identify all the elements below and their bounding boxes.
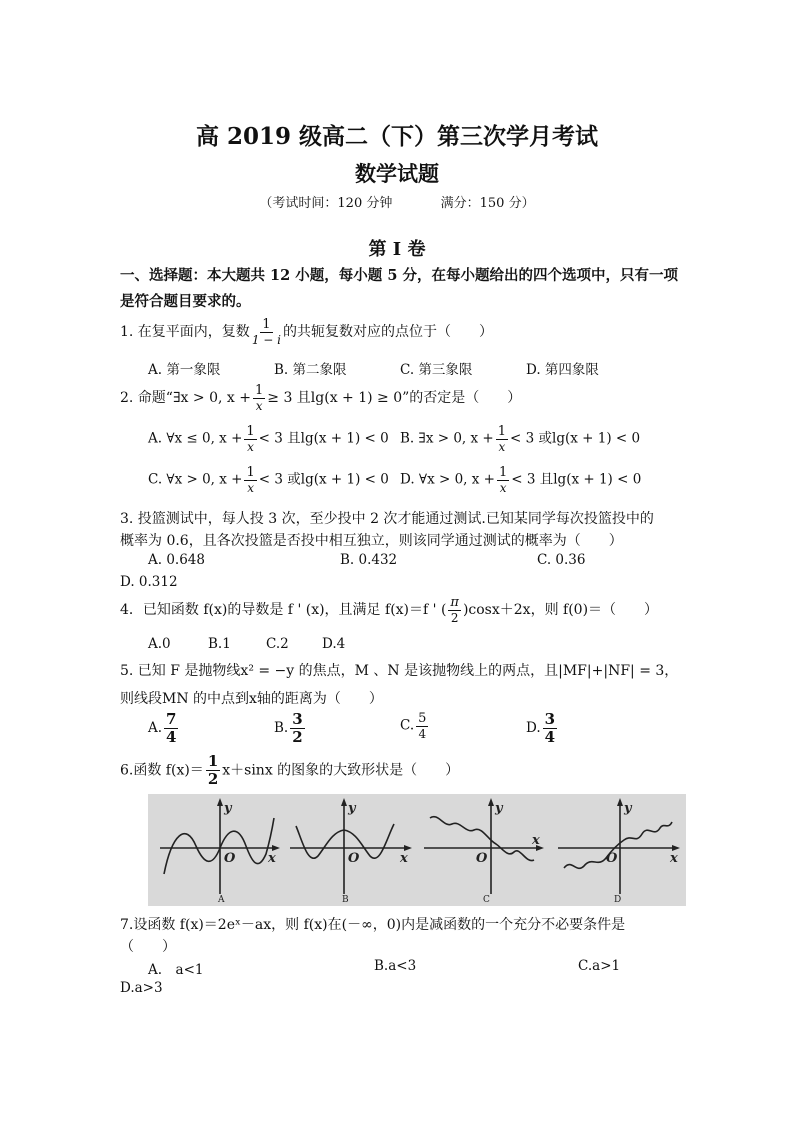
q2-fraction: $\frac{1}{x}$	[254, 383, 264, 413]
q2-option-a: A. ∀x ≤ 0, x + $\frac{1}{x}$ < 3 且lg(x + 1) < 0	[148, 424, 389, 454]
q2-stem-post: ≥ 3 且lg(x + 1) ≥ 0”的否定是（ ）	[267, 390, 522, 406]
q1-option-b: B. 第二象限	[274, 362, 347, 378]
graph-c-label: C	[483, 895, 490, 905]
section-title: 第 I 卷	[368, 239, 426, 260]
q7-option-b: B.a<3	[374, 958, 417, 974]
q4-option-b: B.1	[208, 636, 231, 652]
q6-stem-pre: 6.函数 f(x)＝	[120, 762, 204, 779]
graph-c-y-label: y	[495, 801, 503, 816]
q3-option-c: C. 0.36	[537, 552, 586, 568]
q5-option-b: B. $\frac{3}{2}$	[274, 710, 303, 746]
q4-option-a: A.0	[148, 636, 171, 652]
q1-option-d: D. 第四象限	[526, 362, 599, 378]
graph-c-x-label: x	[532, 833, 540, 848]
graph-d-x-label: x	[670, 851, 678, 866]
exam-title: 高 2019 级高二（下）第三次学月考试	[195, 123, 599, 150]
graph-d-y-label: y	[624, 801, 632, 816]
q3-option-b: B. 0.432	[340, 552, 398, 568]
exam-meta	[0, 192, 794, 211]
graph-b-label: B	[342, 895, 349, 905]
graph-a-y-label: y	[224, 801, 232, 816]
q1-stem-pre: 1. 在复平面内，复数	[120, 324, 250, 340]
exam-subtitle: 数学试题	[355, 161, 439, 186]
q5-option-d: D. $\frac{3}{4}$	[526, 710, 556, 746]
q5-line1: 5. 已知 F 是抛物线x² = −y 的焦点，M 、N 是该抛物线上的两点，且|MF|+|NF| = 3，	[120, 663, 679, 679]
q2-option-b: B. ∃x > 0, x + $\frac{1}{x}$ < 3 或lg(x + 1) < 0	[400, 424, 641, 454]
graph-a-origin: O	[224, 851, 236, 866]
q1-stem-post: 的共轭复数对应的点位于（ ）	[282, 324, 493, 340]
q7-option-c: C.a>1	[578, 958, 621, 974]
exam-score: 满分：150 分）	[440, 196, 535, 211]
question-2	[120, 384, 521, 412]
q5-option-c: C. $\frac{5}{4}$	[400, 711, 427, 741]
graph-a-x-label: x	[268, 851, 276, 866]
q2-option-c: C. ∀x > 0, x + $\frac{1}{x}$ < 3 或lg(x + 1) < 0	[148, 465, 389, 495]
q4-stem-pre: 4．已知函数 f(x)的导数是 f ' (x)，且满足 f(x)＝f ' (	[120, 602, 447, 618]
section-instruction-line2: 是符合题目要求的。	[120, 293, 251, 310]
q7-line2: （ ）	[120, 939, 176, 955]
q1-option-c: C. 第三象限	[400, 362, 473, 378]
graph-b-x-label: x	[400, 851, 408, 866]
q3-line2: 概率为 0.6，且各次投篮是否投中相互独立，则该同学通过测试的概率为（ ）	[120, 533, 623, 549]
graph-c-origin: O	[476, 851, 488, 866]
q4-stem-post: )cosx＋2x，则 f(0)＝（ ）	[462, 602, 659, 618]
q3-option-d: D. 0.312	[120, 574, 178, 590]
graph-a	[160, 802, 276, 894]
graph-d	[558, 802, 676, 894]
q4-option-d: D.4	[322, 636, 346, 652]
q6-fraction: $\frac{1}{2}$	[207, 752, 219, 788]
graph-b-origin: O	[348, 851, 360, 866]
q2-stem-pre: 2. 命题“∃x > 0, x +	[120, 390, 251, 406]
question-6	[120, 754, 459, 787]
graph-a-label: A	[218, 895, 225, 905]
graph-d-origin: O	[606, 851, 618, 866]
exam-time: （考试时间：120 分钟	[259, 196, 393, 211]
graph-c	[424, 802, 540, 894]
q5-option-a: A. $\frac{7}{4}$	[148, 710, 177, 746]
graph-a-y-arrow	[217, 798, 223, 806]
graph-b-y-arrow	[341, 798, 347, 806]
graph-c-y-arrow	[488, 798, 494, 806]
graph-d-y-arrow	[617, 798, 623, 806]
q7-option-a: A. a<1	[148, 962, 204, 978]
q3-line1: 3. 投篮测试中，每人投 3 次，至少投中 2 次才能通过测试.已知某同学每次投篮投中的	[120, 511, 654, 527]
q4-fraction: $\frac{\pi}{2}$	[450, 595, 459, 625]
q4-option-c: C.2	[266, 636, 289, 652]
q1-option-a: A. 第一象限	[148, 362, 221, 378]
question-1	[120, 318, 493, 346]
q6-graphs-svg	[148, 794, 686, 906]
q2-option-d: D. ∀x > 0, x + $\frac{1}{x}$ < 3 且lg(x + 1) < 0	[400, 465, 642, 495]
graph-d-label: D	[614, 895, 622, 905]
q6-stem-post: x＋sinx 的图象的大致形状是（ ）	[222, 762, 460, 779]
q3-option-a: A. 0.648	[148, 552, 205, 568]
q1-fraction: $\frac{1}{1 - i}$	[251, 317, 281, 347]
q5-line2: 则线段MN 的中点到x轴的距离为（ ）	[120, 691, 383, 707]
q7-line1: 7.设函数 f(x)＝2eˣ－ax，则 f(x)在(－∞，0)内是减函数的一个充分不必要条件是	[120, 917, 626, 933]
question-4	[120, 596, 658, 624]
q6-graphs-figure	[148, 794, 686, 906]
q7-option-d: D.a>3	[120, 980, 163, 996]
section-instruction-line1: 一、选择题：本大题共 12 小题，每小题 5 分，在每小题给出的四个选项中，只有一项	[120, 267, 678, 284]
graph-b-y-label: y	[348, 801, 356, 816]
